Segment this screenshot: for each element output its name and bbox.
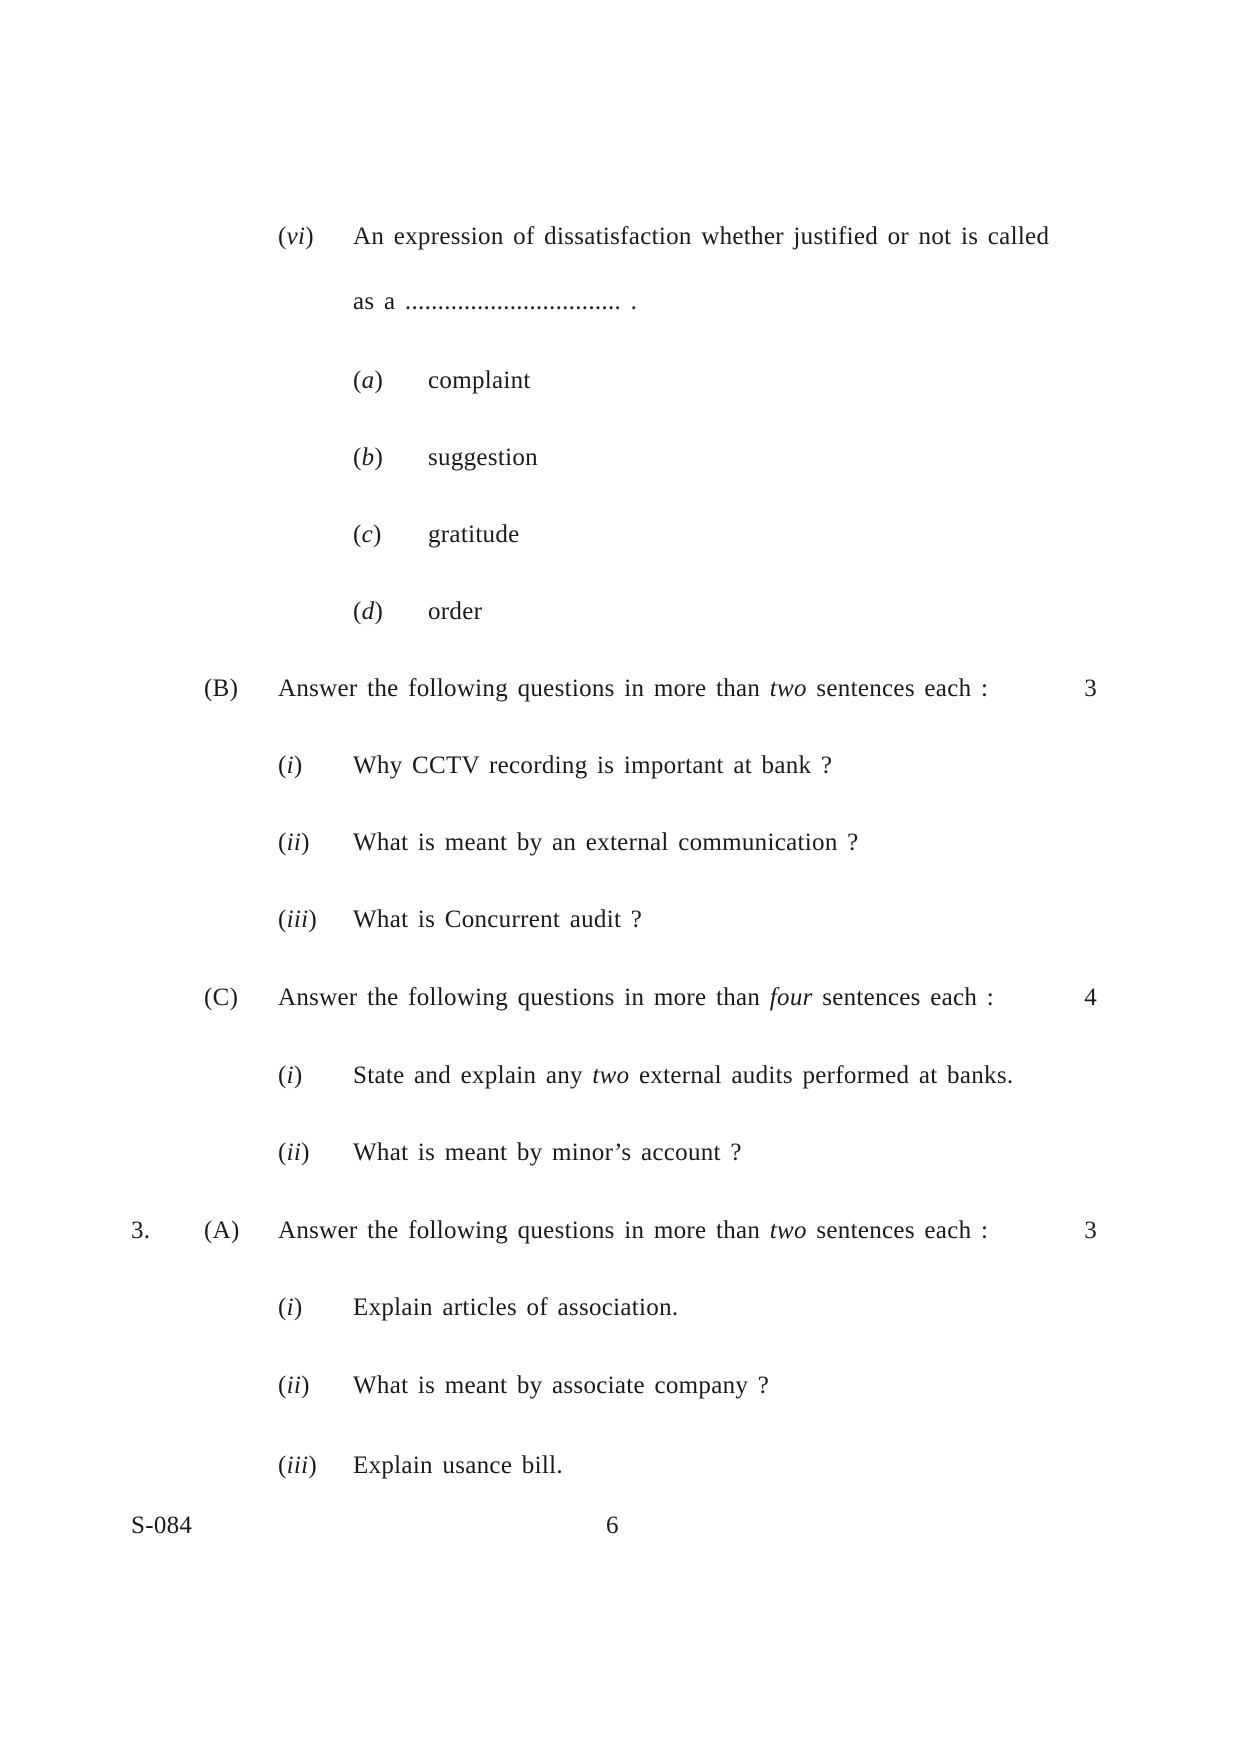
section-c-marks: 4 [1084,984,1097,1011]
question-vi-number: (vi) [278,223,314,250]
option-c-letter: (c) [353,521,382,548]
section-b-item-i-number: (i) [278,752,303,779]
option-c-text: gratitude [428,521,520,548]
option-d-letter: (d) [353,598,384,625]
section-c-instruction: Answer the following questions in more than four sentences each : [278,984,995,1011]
section-b-item-iii-number: (iii) [278,906,318,933]
option-b-letter: (b) [353,444,384,471]
option-a-letter: (a) [353,367,384,394]
page-number: 6 [606,1512,619,1539]
question-3-number: 3. [131,1217,151,1244]
section-3a-item-iii-text: Explain usance bill. [353,1452,563,1479]
section-3a-item-ii-number: (ii) [278,1372,310,1399]
section-3a-item-i-number: (i) [278,1294,303,1321]
section-b-label: (B) [204,675,239,702]
section-c-item-i-number: (i) [278,1062,303,1089]
section-3a-item-i-text: Explain articles of association. [353,1294,679,1321]
option-d-text: order [428,598,483,625]
section-b-item-iii-text: What is Concurrent audit ? [353,906,643,933]
section-c-item-i-text: State and explain any two external audits performed at banks. [353,1062,1014,1089]
paper-code: S-084 [131,1512,193,1539]
section-b-marks: 3 [1084,675,1097,702]
option-b-text: suggestion [428,444,538,471]
section-3a-instruction: Answer the following questions in more than two sentences each : [278,1217,989,1244]
section-c-label: (C) [204,984,239,1011]
option-a-text: complaint [428,367,531,394]
section-c-item-ii-number: (ii) [278,1139,310,1166]
section-b-item-ii-number: (ii) [278,829,310,856]
section-b-instruction: Answer the following questions in more than two sentences each : [278,675,989,702]
section-b-item-i-text: Why CCTV recording is important at bank ? [353,752,833,779]
section-c-item-ii-text: What is meant by minor’s account ? [353,1139,742,1166]
section-3a-marks: 3 [1084,1217,1097,1244]
question-vi-text-line1: An expression of dissatisfaction whether justified or not is called [353,223,1050,250]
section-3a-item-ii-text: What is meant by associate company ? [353,1372,770,1399]
section-b-item-ii-text: What is meant by an external communication ? [353,829,859,856]
section-3a-item-iii-number: (iii) [278,1452,318,1479]
section-3a-label: (A) [204,1217,240,1244]
question-vi-text-line2: as a ................................. . [353,288,638,315]
